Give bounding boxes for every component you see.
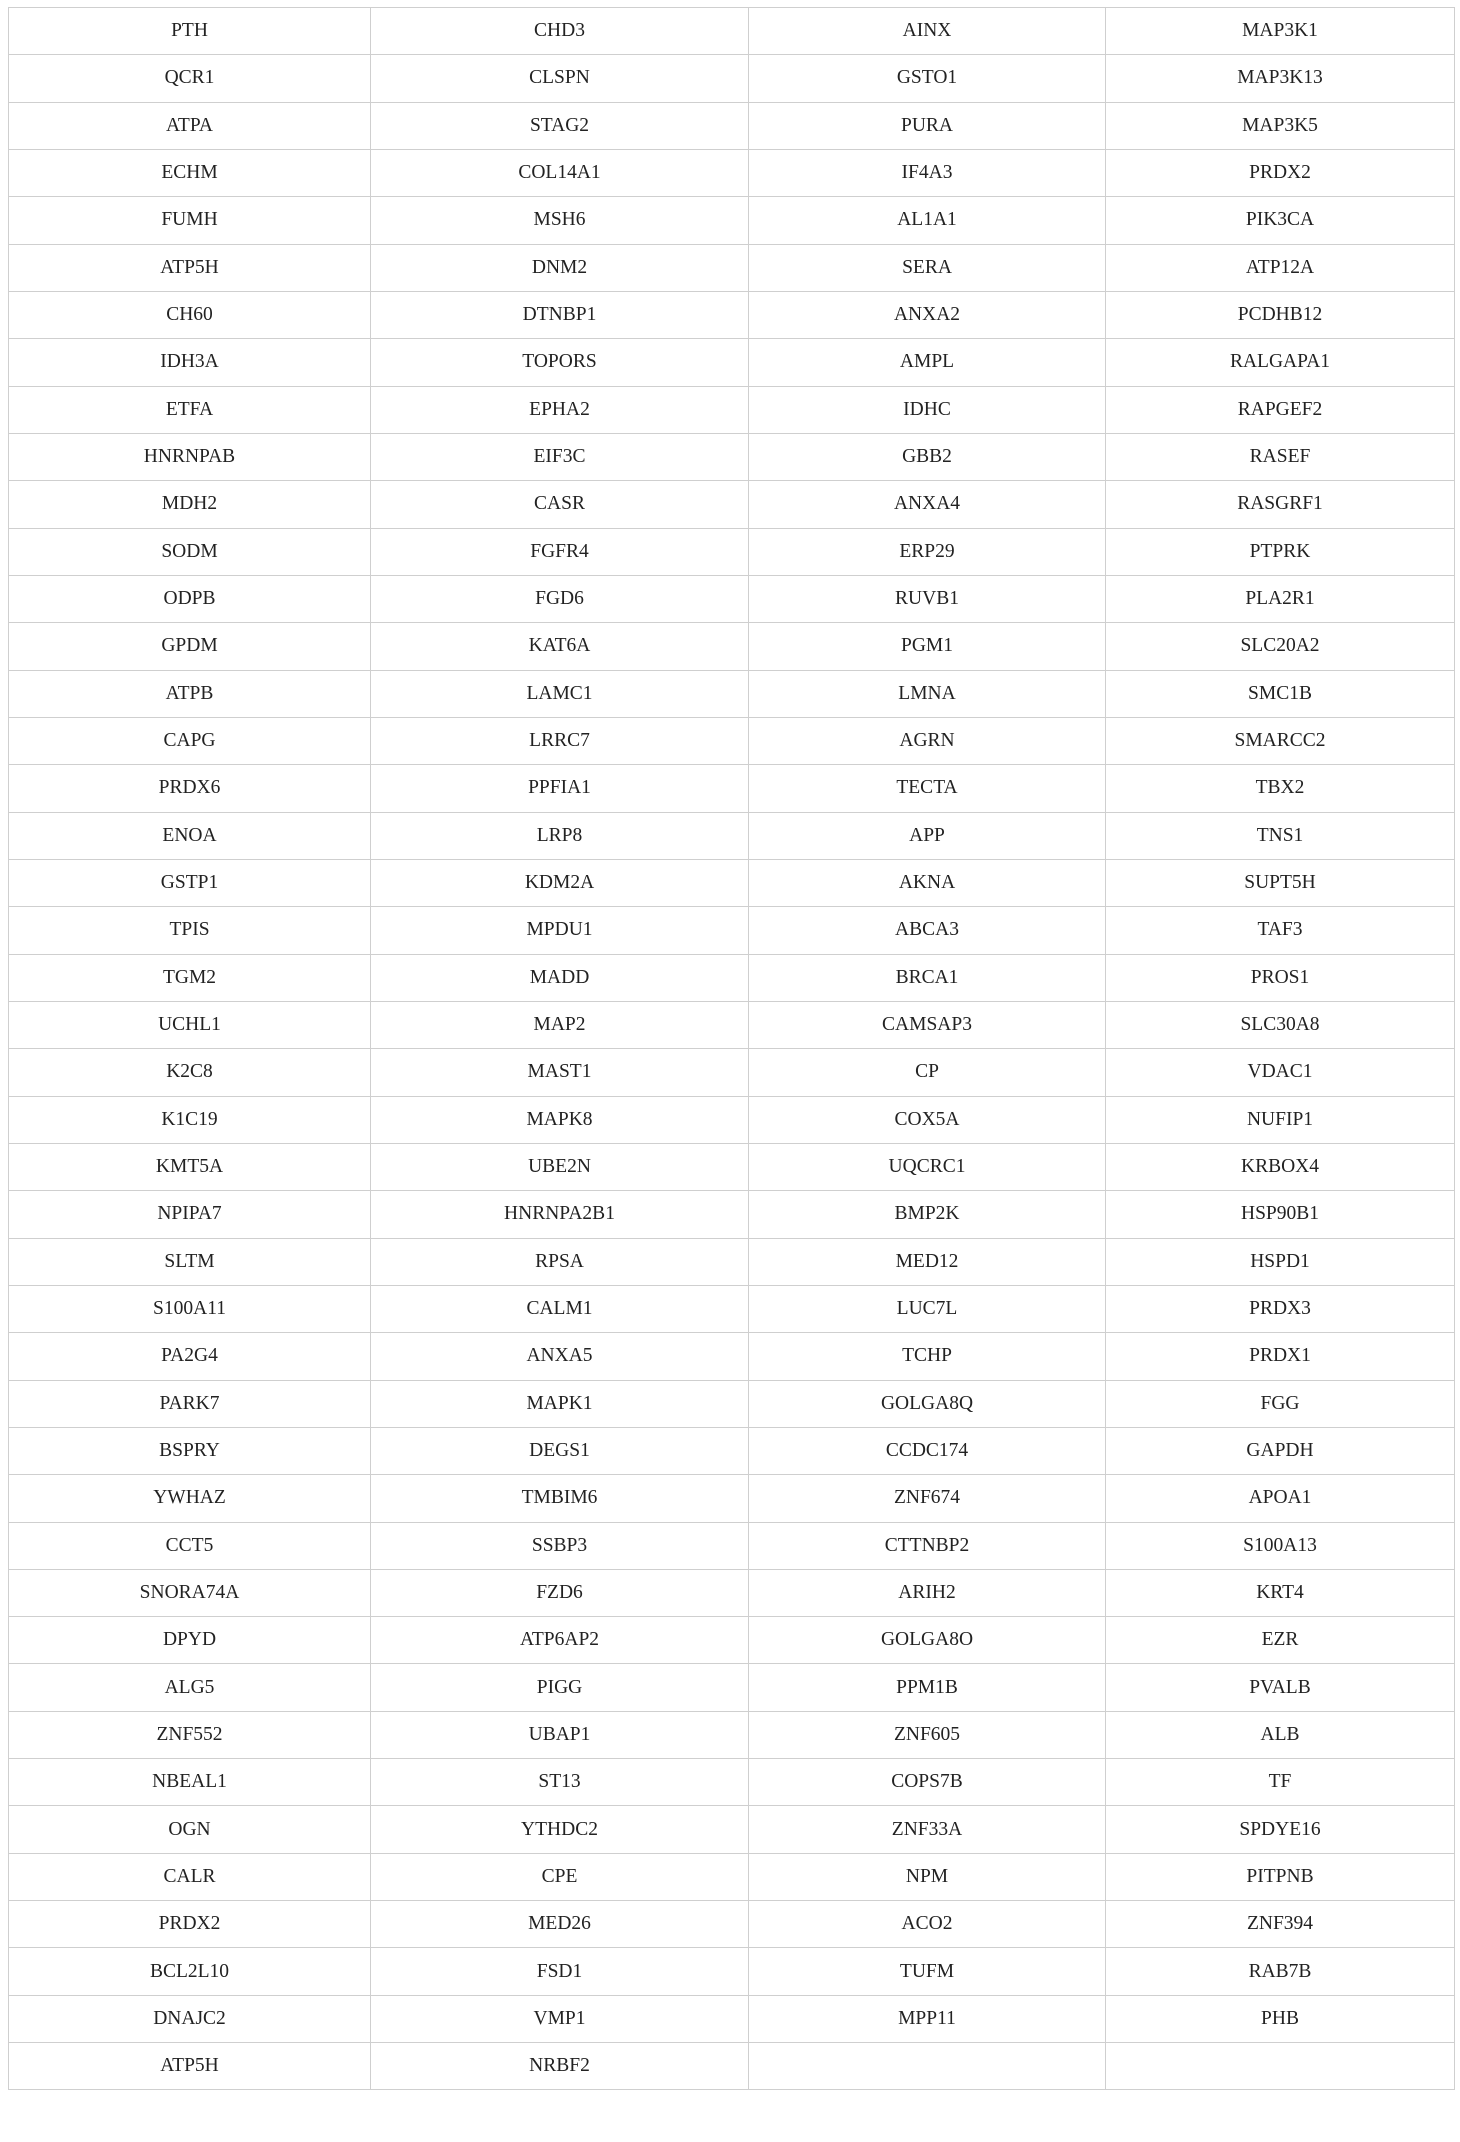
table-cell-gene: MED26: [371, 1901, 749, 1948]
table-cell-gene: LRRC7: [371, 717, 749, 764]
table-cell-gene: ETFA: [9, 386, 371, 433]
table-cell-gene: PGM1: [749, 623, 1106, 670]
table-cell-gene: FGFR4: [371, 528, 749, 575]
table-row: [9, 1427, 1455, 1474]
table-cell-gene: MPDU1: [371, 907, 749, 954]
table-cell-gene: AGRN: [749, 717, 1106, 764]
table-cell-gene: TUFM: [749, 1948, 1106, 1995]
table-cell-gene: RASEF: [1106, 433, 1455, 480]
table-row: [9, 1522, 1455, 1569]
table-cell-gene: PURA: [749, 102, 1106, 149]
table-cell-gene: TGM2: [9, 954, 371, 1001]
table-cell-gene: MPP11: [749, 1995, 1106, 2042]
table-cell-gene: AL1A1: [749, 197, 1106, 244]
table-cell-gene: RASGRF1: [1106, 481, 1455, 528]
table-cell-gene: SNORA74A: [9, 1569, 371, 1616]
table-cell-gene: PRDX2: [9, 1901, 371, 1948]
table-cell-gene: ATPA: [9, 102, 371, 149]
table-cell-gene: HSPD1: [1106, 1238, 1455, 1285]
table-cell-gene: EIF3C: [371, 433, 749, 480]
table-row: [9, 1001, 1455, 1048]
table-row: [9, 670, 1455, 717]
table-cell-gene: PHB: [1106, 1995, 1455, 2042]
table-cell-gene: SLC20A2: [1106, 623, 1455, 670]
table-row: [9, 1096, 1455, 1143]
table-row: [9, 1475, 1455, 1522]
table-cell-gene: IDHC: [749, 386, 1106, 433]
table-cell-gene: PRDX2: [1106, 149, 1455, 196]
table-cell-gene: PA2G4: [9, 1333, 371, 1380]
table-cell-gene: VDAC1: [1106, 1049, 1455, 1096]
table-cell-gene: MAPK8: [371, 1096, 749, 1143]
table-row: [9, 1664, 1455, 1711]
table-cell-gene: CPE: [371, 1853, 749, 1900]
table-cell-gene: LUC7L: [749, 1285, 1106, 1332]
table-row: [9, 102, 1455, 149]
table-cell-gene: IDH3A: [9, 339, 371, 386]
table-cell-gene: LAMC1: [371, 670, 749, 717]
table-cell-gene: STAG2: [371, 102, 749, 149]
table-row: [9, 1617, 1455, 1664]
table-cell-gene: RUVB1: [749, 575, 1106, 622]
table-cell-gene: [749, 2043, 1106, 2090]
table-row: [9, 244, 1455, 291]
table-cell-gene: AINX: [749, 8, 1106, 55]
table-cell-gene: DNM2: [371, 244, 749, 291]
table-cell-gene: GSTO1: [749, 55, 1106, 102]
table-cell-gene: PTH: [9, 8, 371, 55]
table-cell-gene: ODPB: [9, 575, 371, 622]
table-row: [9, 1711, 1455, 1758]
table-row: [9, 1191, 1455, 1238]
table-cell-gene: MDH2: [9, 481, 371, 528]
table-row: [9, 717, 1455, 764]
table-row: [9, 1333, 1455, 1380]
table-cell-gene: TAF3: [1106, 907, 1455, 954]
table-cell-gene: TF: [1106, 1759, 1455, 1806]
table-cell-gene: ZNF394: [1106, 1901, 1455, 1948]
table-cell-gene: ECHM: [9, 149, 371, 196]
table-cell-gene: CTTNBP2: [749, 1522, 1106, 1569]
table-cell-gene: DTNBP1: [371, 291, 749, 338]
table-cell-gene: RAPGEF2: [1106, 386, 1455, 433]
table-cell-gene: DEGS1: [371, 1427, 749, 1474]
table-row: [9, 8, 1455, 55]
table-row: [9, 765, 1455, 812]
table-cell-gene: ARIH2: [749, 1569, 1106, 1616]
table-cell-gene: AKNA: [749, 859, 1106, 906]
table-cell-gene: PLA2R1: [1106, 575, 1455, 622]
table-cell-gene: HSP90B1: [1106, 1191, 1455, 1238]
table-cell-gene: PRDX3: [1106, 1285, 1455, 1332]
table-cell-gene: GSTP1: [9, 859, 371, 906]
table-cell-gene: TBX2: [1106, 765, 1455, 812]
table-cell-gene: K1C19: [9, 1096, 371, 1143]
table-cell-gene: CASR: [371, 481, 749, 528]
table-row: [9, 1853, 1455, 1900]
table-row: [9, 1049, 1455, 1096]
table-cell-gene: TPIS: [9, 907, 371, 954]
table-cell-gene: UCHL1: [9, 1001, 371, 1048]
table-cell-gene: GOLGA8Q: [749, 1380, 1106, 1427]
table-row: [9, 1901, 1455, 1948]
table-cell-gene: CAMSAP3: [749, 1001, 1106, 1048]
table-cell-gene: CH60: [9, 291, 371, 338]
table-cell-gene: MAP3K13: [1106, 55, 1455, 102]
table-cell-gene: CCT5: [9, 1522, 371, 1569]
table-cell-gene: UBAP1: [371, 1711, 749, 1758]
table-row: [9, 954, 1455, 1001]
table-cell-gene: PITPNB: [1106, 1853, 1455, 1900]
table-row: [9, 386, 1455, 433]
table-cell-gene: SPDYE16: [1106, 1806, 1455, 1853]
table-cell-gene: GAPDH: [1106, 1427, 1455, 1474]
table-cell-gene: TECTA: [749, 765, 1106, 812]
table-cell-gene: CLSPN: [371, 55, 749, 102]
table-cell-gene: ANXA2: [749, 291, 1106, 338]
table-cell-gene: PROS1: [1106, 954, 1455, 1001]
table-cell-gene: HNRNPA2B1: [371, 1191, 749, 1238]
table-cell-gene: RAB7B: [1106, 1948, 1455, 1995]
table-cell-gene: S100A11: [9, 1285, 371, 1332]
table-cell-gene: BMP2K: [749, 1191, 1106, 1238]
table-row: [9, 55, 1455, 102]
table-cell-gene: BSPRY: [9, 1427, 371, 1474]
table-cell-gene: MAP2: [371, 1001, 749, 1048]
table-row: [9, 1238, 1455, 1285]
table-cell-gene: MAP3K5: [1106, 102, 1455, 149]
table-cell-gene: SLTM: [9, 1238, 371, 1285]
table-row: [9, 575, 1455, 622]
table-cell-gene: SODM: [9, 528, 371, 575]
table-cell-gene: ALB: [1106, 1711, 1455, 1758]
table-cell-gene: S100A13: [1106, 1522, 1455, 1569]
table-cell-gene: VMP1: [371, 1995, 749, 2042]
table-cell-gene: APOA1: [1106, 1475, 1455, 1522]
table-cell-gene: PRDX1: [1106, 1333, 1455, 1380]
table-cell-gene: CHD3: [371, 8, 749, 55]
table-cell-gene: YWHAZ: [9, 1475, 371, 1522]
table-row: [9, 1995, 1455, 2042]
table-cell-gene: PRDX6: [9, 765, 371, 812]
table-cell-gene: KRT4: [1106, 1569, 1455, 1616]
table-cell-gene: ATPB: [9, 670, 371, 717]
table-cell-gene: FGD6: [371, 575, 749, 622]
table-cell-gene: KAT6A: [371, 623, 749, 670]
table-cell-gene: ERP29: [749, 528, 1106, 575]
table-row: [9, 1806, 1455, 1853]
table-cell-gene: APP: [749, 812, 1106, 859]
table-cell-gene: PIGG: [371, 1664, 749, 1711]
table-cell-gene: MSH6: [371, 197, 749, 244]
table-row: [9, 2043, 1455, 2090]
table-cell-gene: BCL2L10: [9, 1948, 371, 1995]
table-cell-gene: YTHDC2: [371, 1806, 749, 1853]
table-cell-gene: GBB2: [749, 433, 1106, 480]
table-row: [9, 1285, 1455, 1332]
table-cell-gene: PTPRK: [1106, 528, 1455, 575]
table-cell-gene: ANXA5: [371, 1333, 749, 1380]
table-cell-gene: RALGAPA1: [1106, 339, 1455, 386]
table-cell-gene: COX5A: [749, 1096, 1106, 1143]
table-cell-gene: NRBF2: [371, 2043, 749, 2090]
table-cell-gene: GOLGA8O: [749, 1617, 1106, 1664]
table-cell-gene: BRCA1: [749, 954, 1106, 1001]
table-cell-gene: ZNF552: [9, 1711, 371, 1758]
table-cell-gene: COL14A1: [371, 149, 749, 196]
table-cell-gene: MAP3K1: [1106, 8, 1455, 55]
table-cell-gene: SLC30A8: [1106, 1001, 1455, 1048]
table-cell-gene: K2C8: [9, 1049, 371, 1096]
table-cell-gene: PVALB: [1106, 1664, 1455, 1711]
table-cell-gene: FSD1: [371, 1948, 749, 1995]
table-cell-gene: NPIPA7: [9, 1191, 371, 1238]
table-cell-gene: PPM1B: [749, 1664, 1106, 1711]
table-row: [9, 1948, 1455, 1995]
table-cell-gene: [1106, 2043, 1455, 2090]
table-row: [9, 528, 1455, 575]
table-cell-gene: QCR1: [9, 55, 371, 102]
table-cell-gene: CP: [749, 1049, 1106, 1096]
table-cell-gene: NPM: [749, 1853, 1106, 1900]
table-cell-gene: SMARCC2: [1106, 717, 1455, 764]
table-cell-gene: DPYD: [9, 1617, 371, 1664]
table-cell-gene: HNRNPAB: [9, 433, 371, 480]
table-cell-gene: KRBOX4: [1106, 1143, 1455, 1190]
table-cell-gene: ST13: [371, 1759, 749, 1806]
table-cell-gene: SSBP3: [371, 1522, 749, 1569]
table-row: [9, 1569, 1455, 1616]
table-row: [9, 623, 1455, 670]
table-cell-gene: EPHA2: [371, 386, 749, 433]
table-cell-gene: ZNF605: [749, 1711, 1106, 1758]
table-cell-gene: ATP12A: [1106, 244, 1455, 291]
table-row: [9, 149, 1455, 196]
table-cell-gene: CCDC174: [749, 1427, 1106, 1474]
table-cell-gene: NUFIP1: [1106, 1096, 1455, 1143]
table-cell-gene: ATP6AP2: [371, 1617, 749, 1664]
table-row: [9, 859, 1455, 906]
table-cell-gene: ANXA4: [749, 481, 1106, 528]
table-cell-gene: ALG5: [9, 1664, 371, 1711]
table-cell-gene: MED12: [749, 1238, 1106, 1285]
table-cell-gene: ZNF674: [749, 1475, 1106, 1522]
gene-table: [8, 7, 1455, 2090]
table-row: [9, 907, 1455, 954]
table-cell-gene: ACO2: [749, 1901, 1106, 1948]
table-row: [9, 1759, 1455, 1806]
table-cell-gene: KDM2A: [371, 859, 749, 906]
table-row: [9, 339, 1455, 386]
table-cell-gene: CALM1: [371, 1285, 749, 1332]
table-cell-gene: ATP5H: [9, 2043, 371, 2090]
table-cell-gene: CALR: [9, 1853, 371, 1900]
table-cell-gene: FUMH: [9, 197, 371, 244]
table-cell-gene: RPSA: [371, 1238, 749, 1285]
table-cell-gene: OGN: [9, 1806, 371, 1853]
table-cell-gene: ZNF33A: [749, 1806, 1106, 1853]
table-cell-gene: DNAJC2: [9, 1995, 371, 2042]
table-cell-gene: NBEAL1: [9, 1759, 371, 1806]
table-row: [9, 812, 1455, 859]
table-cell-gene: IF4A3: [749, 149, 1106, 196]
table-cell-gene: PIK3CA: [1106, 197, 1455, 244]
table-cell-gene: ENOA: [9, 812, 371, 859]
table-cell-gene: EZR: [1106, 1617, 1455, 1664]
gene-table-body: [9, 8, 1455, 2090]
table-cell-gene: PPFIA1: [371, 765, 749, 812]
table-cell-gene: KMT5A: [9, 1143, 371, 1190]
table-cell-gene: TMBIM6: [371, 1475, 749, 1522]
table-cell-gene: COPS7B: [749, 1759, 1106, 1806]
table-cell-gene: MAPK1: [371, 1380, 749, 1427]
table-cell-gene: AMPL: [749, 339, 1106, 386]
table-cell-gene: FZD6: [371, 1569, 749, 1616]
table-cell-gene: SERA: [749, 244, 1106, 291]
table-cell-gene: TNS1: [1106, 812, 1455, 859]
table-cell-gene: SMC1B: [1106, 670, 1455, 717]
table-cell-gene: GPDM: [9, 623, 371, 670]
table-row: [9, 1380, 1455, 1427]
table-row: [9, 197, 1455, 244]
table-row: [9, 433, 1455, 480]
table-cell-gene: FGG: [1106, 1380, 1455, 1427]
table-cell-gene: LMNA: [749, 670, 1106, 717]
table-cell-gene: SUPT5H: [1106, 859, 1455, 906]
table-cell-gene: MADD: [371, 954, 749, 1001]
table-row: [9, 291, 1455, 338]
table-row: [9, 481, 1455, 528]
table-cell-gene: TOPORS: [371, 339, 749, 386]
table-cell-gene: TCHP: [749, 1333, 1106, 1380]
table-cell-gene: MAST1: [371, 1049, 749, 1096]
table-cell-gene: ABCA3: [749, 907, 1106, 954]
table-cell-gene: PCDHB12: [1106, 291, 1455, 338]
table-cell-gene: CAPG: [9, 717, 371, 764]
table-cell-gene: UBE2N: [371, 1143, 749, 1190]
table-cell-gene: LRP8: [371, 812, 749, 859]
table-row: [9, 1143, 1455, 1190]
table-cell-gene: PARK7: [9, 1380, 371, 1427]
table-cell-gene: UQCRC1: [749, 1143, 1106, 1190]
table-cell-gene: ATP5H: [9, 244, 371, 291]
